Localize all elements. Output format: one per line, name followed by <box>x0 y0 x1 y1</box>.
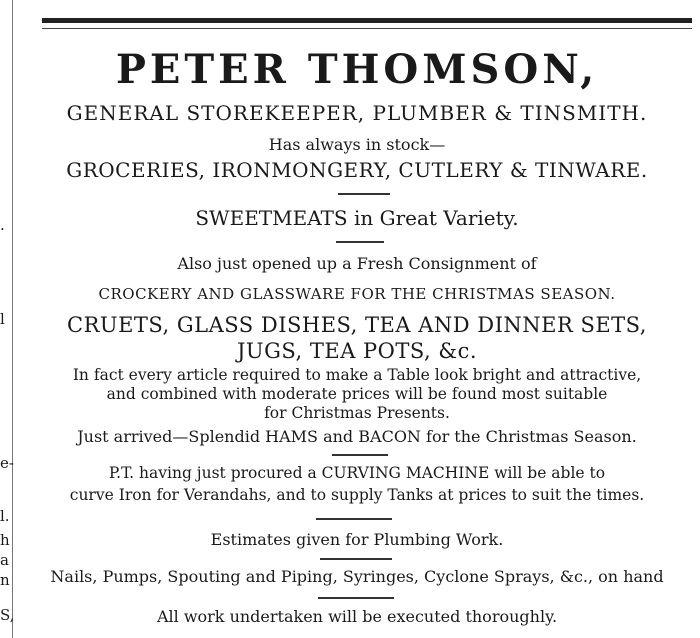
trade-line: GENERAL STOREKEEPER, PLUMBER & TINSMITH. <box>66 101 648 125</box>
divider-rule <box>338 193 390 195</box>
body-text-line: In fact every article required to make a Table look bright and attractive, <box>72 366 642 384</box>
left-column-fragment: . <box>0 216 5 234</box>
divider-rule <box>316 518 392 520</box>
cruets-line: CRUETS, GLASS DISHES, TEA AND DINNER SETS, <box>67 313 647 337</box>
top-border-bar <box>42 18 692 23</box>
sweetmeats-line: SWEETMEATS in Great Variety. <box>195 206 519 230</box>
body-text-line: and combined with moderate prices will be found most suitable <box>106 385 608 403</box>
body-text-line: for Christmas Presents. <box>264 404 450 422</box>
left-column-fragment: S, <box>0 606 15 624</box>
work-line: All work undertaken will be executed thoroughly. <box>156 607 558 626</box>
goods-line: GROCERIES, IRONMONGERY, CUTLERY & TINWARE. <box>66 158 648 182</box>
left-column-fragment: l <box>0 310 5 328</box>
divider-rule <box>320 558 392 560</box>
consignment-line: Also just opened up a Fresh Consignment of <box>177 254 537 273</box>
top-border-line <box>42 28 692 29</box>
left-column-fragment: h <box>0 531 10 549</box>
left-column-fragment: a <box>0 551 9 569</box>
divider-rule <box>332 454 388 456</box>
left-column-fragment: l. <box>0 507 10 525</box>
divider-rule <box>318 597 394 599</box>
estimates-line: Estimates given for Plumbing Work. <box>210 530 504 549</box>
curving-machine-line: P.T. having just procured a CURVING MACHINE will be able to <box>108 464 606 482</box>
left-column-fragment: e- <box>0 454 14 472</box>
hams-line: Just arrived—Splendid HAMS and BACON for the Christmas Season. <box>77 427 637 446</box>
divider-rule <box>336 241 384 243</box>
crockery-line: CROCKERY AND GLASSWARE FOR THE CHRISTMAS SEASON. <box>98 285 616 303</box>
jugs-line: JUGS, TEA POTS, &c. <box>236 339 478 363</box>
stock-intro: Has always in stock— <box>268 135 446 154</box>
left-column-fragment: n <box>0 571 10 589</box>
verandah-line: curve Iron for Verandahs, and to supply Tanks at prices to suit the times. <box>69 486 645 504</box>
column-divider <box>12 0 13 638</box>
nails-line: Nails, Pumps, Spouting and Piping, Syringes, Cyclone Sprays, &c., on hand <box>50 567 664 586</box>
advert-title: PETER THOMSON, <box>115 46 599 93</box>
